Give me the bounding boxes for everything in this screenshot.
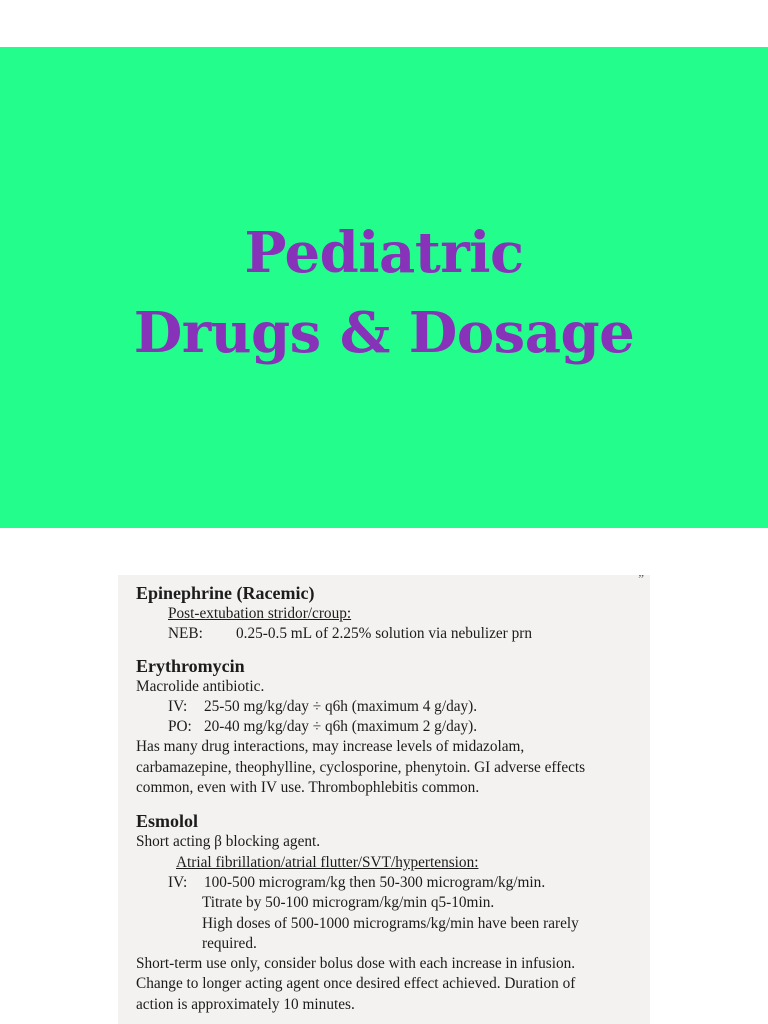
high-dose-text: High doses of 500-1000 micrograms/kg/min have been rarely xyxy=(202,914,579,932)
drug-entry-epinephrine xyxy=(136,582,642,645)
banner-title-line-1: Pediatric xyxy=(244,219,524,286)
dose-text: 25-50 mg/kg/day ÷ q6h (maximum 4 g/day). xyxy=(204,697,478,715)
document-body xyxy=(136,582,642,1015)
route-label: PO: xyxy=(168,718,192,736)
note-line: common, even with IV use. Thrombophlebitis common. xyxy=(136,779,480,797)
dose-text: 20-40 mg/kg/day ÷ q6h (maximum 2 g/day). xyxy=(204,718,478,736)
drug-entry-esmolol xyxy=(136,810,642,1015)
drug-name: Epinephrine (Racemic) xyxy=(136,583,315,603)
titrate-text: Titrate by 50-100 microgram/kg/min q5-10min. xyxy=(202,894,495,912)
drug-name: Erythromycin xyxy=(136,655,245,676)
scanned-document-page xyxy=(118,575,650,1024)
drug-name: Esmolol xyxy=(136,811,199,832)
dose-text: 0.25-0.5 mL of 2.25% solution via nebulizer prn xyxy=(236,625,532,643)
page-corner-mark: ” xyxy=(638,575,644,586)
note-line: Short-term use only, consider bolus dose with each increase in infusion. xyxy=(136,955,576,973)
title-banner xyxy=(0,47,768,528)
route-label: IV: xyxy=(168,873,188,891)
drug-entry-erythromycin xyxy=(136,655,642,799)
route-label: NEB: xyxy=(168,625,203,643)
high-dose-text: required. xyxy=(202,934,257,952)
note-line: Has many drug interactions, may increase levels of midazolam, xyxy=(136,738,525,756)
drug-class: Short acting β blocking agent. xyxy=(136,833,321,851)
drug-class: Macrolide antibiotic. xyxy=(136,677,265,695)
note-line: Change to longer acting agent once desired effect achieved. Duration of xyxy=(136,975,576,993)
route-label: IV: xyxy=(168,697,188,715)
dose-text: 100-500 microgram/kg then 50-300 microgram/kg/min. xyxy=(204,873,546,891)
banner-title-line-2: Drugs & Dosage xyxy=(133,299,635,366)
indication: Post-extubation stridor/croup: xyxy=(168,605,352,622)
note-line: action is approximately 10 minutes. xyxy=(136,995,355,1013)
note-line: carbamazepine, theophylline, cyclosporine, phenytoin. GI adverse effects xyxy=(136,758,586,776)
indication: Atrial fibrillation/atrial flutter/SVT/hypertension: xyxy=(176,853,479,871)
